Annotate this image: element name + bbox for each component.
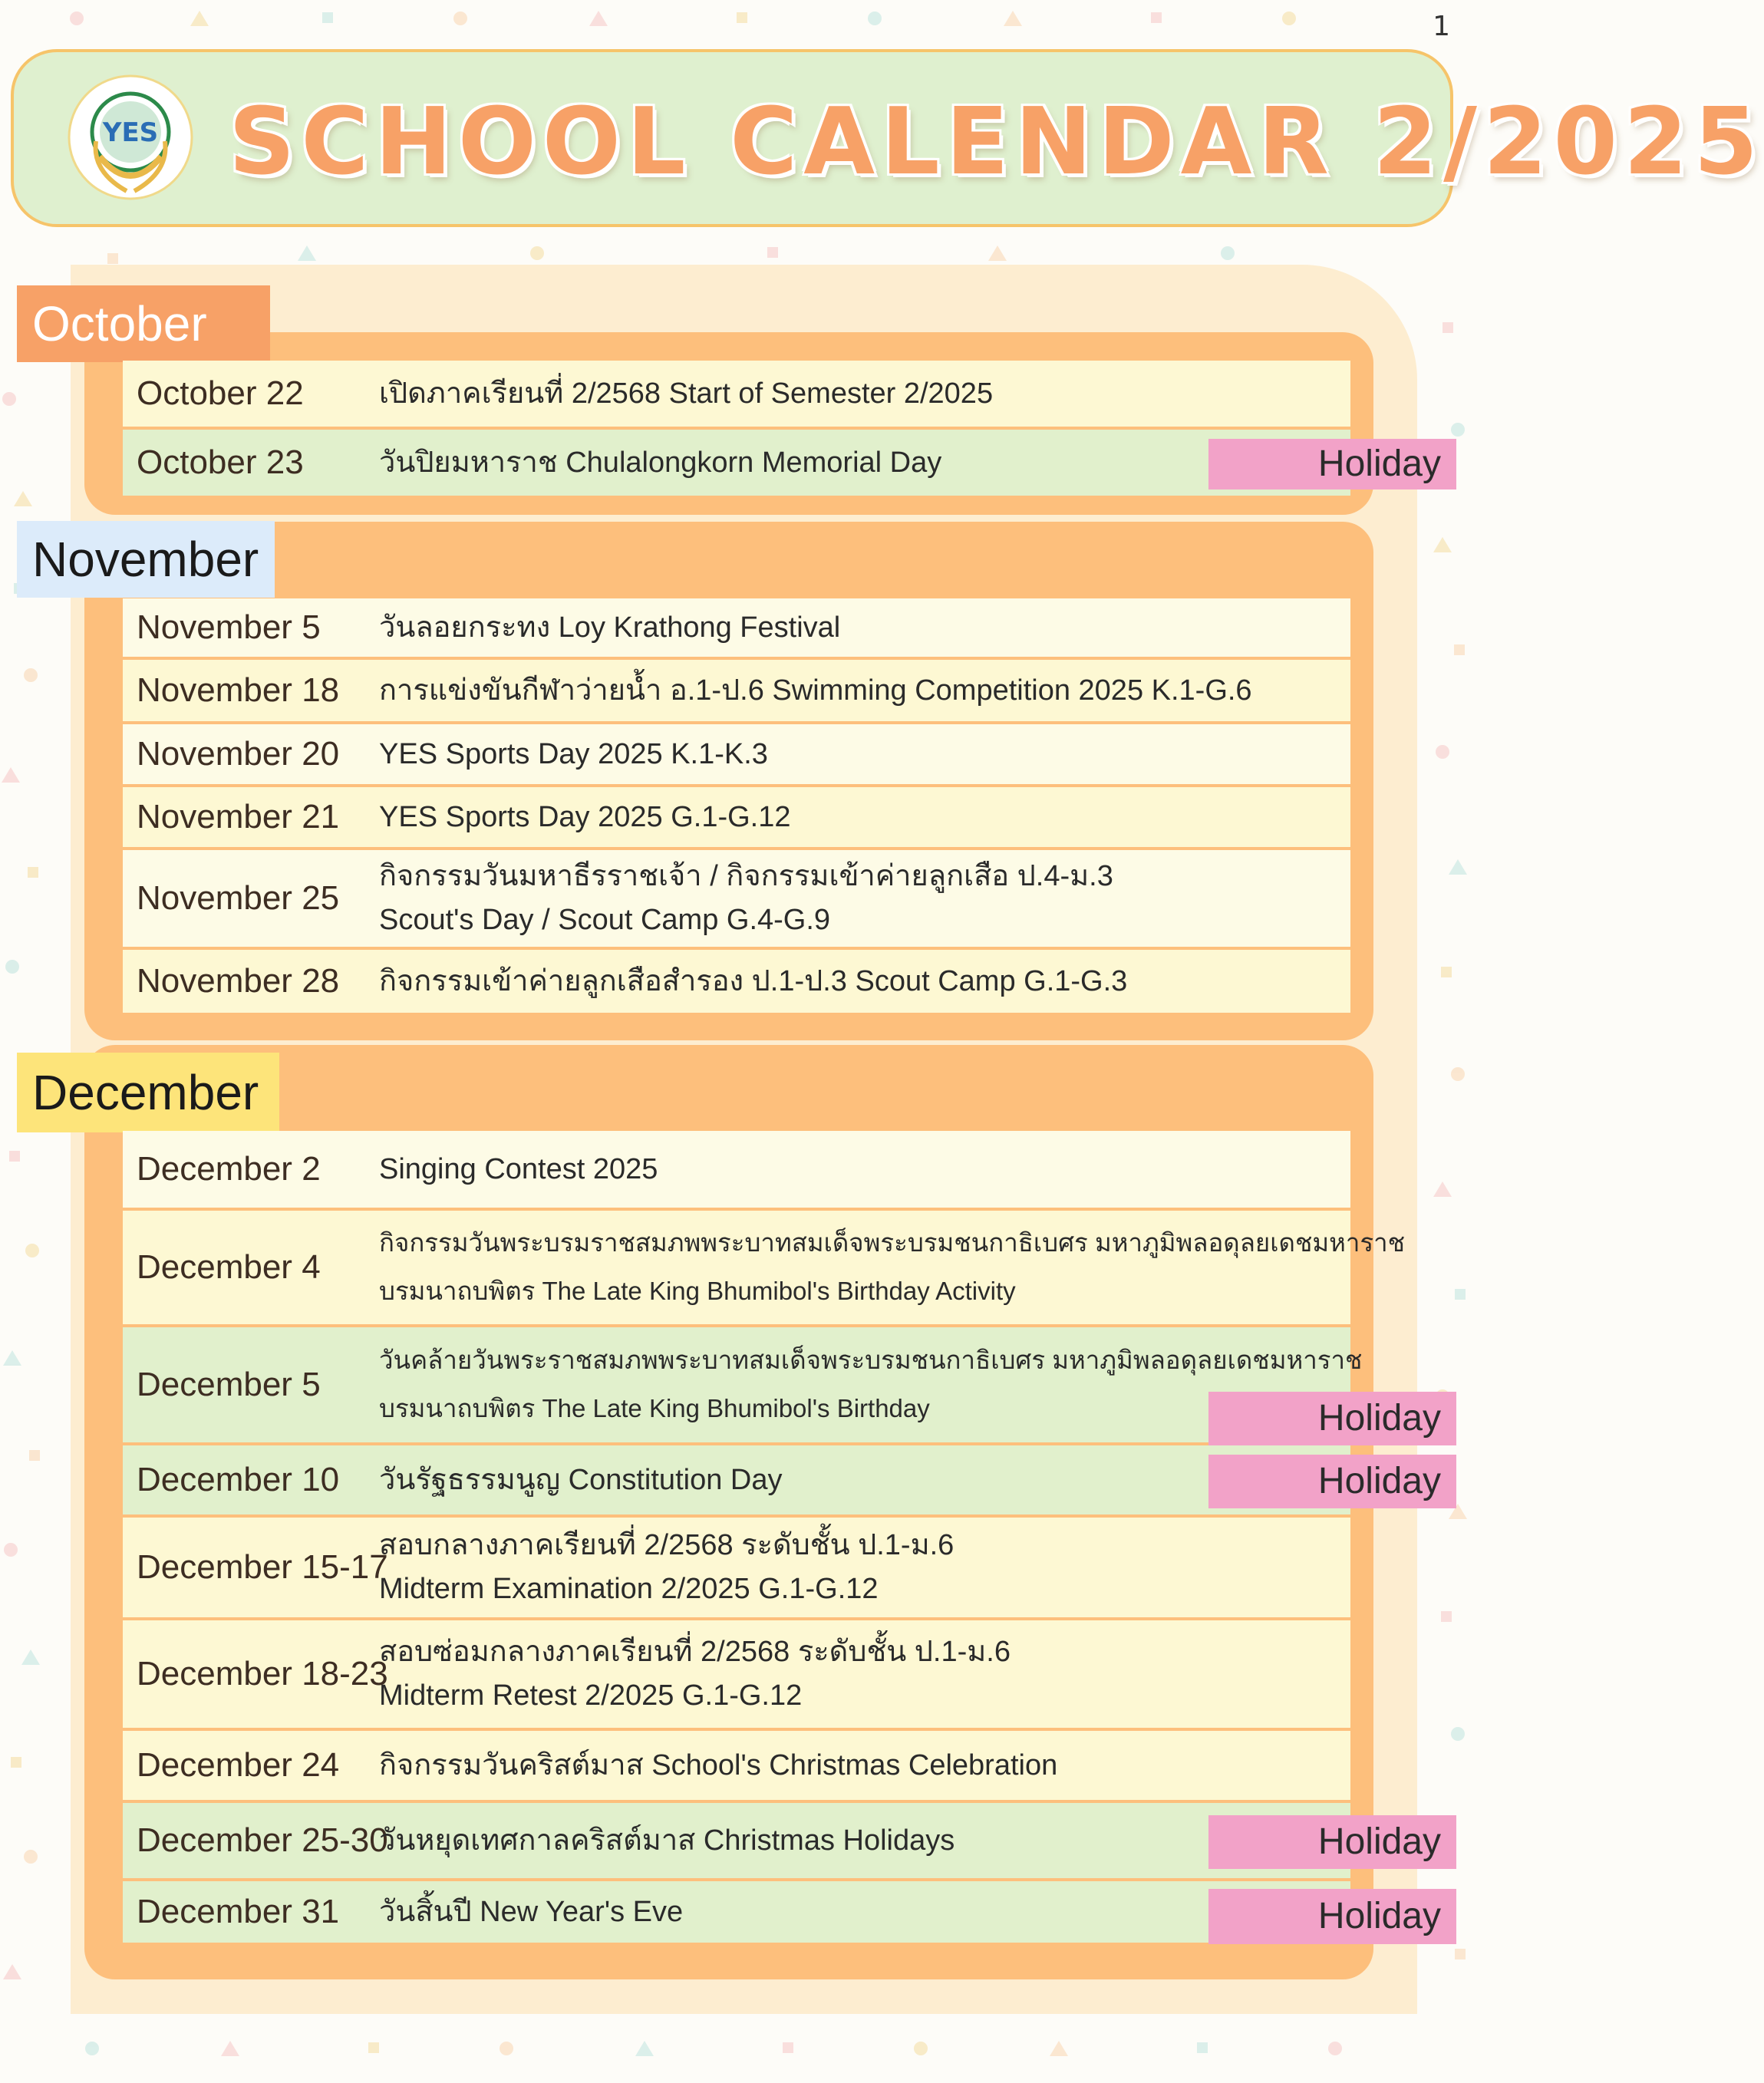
holiday-badge: Holiday	[1208, 1455, 1456, 1508]
event-description: Singing Contest 2025	[379, 1152, 658, 1185]
event-date: November 28	[137, 962, 340, 1000]
event-date: November 25	[137, 879, 340, 917]
event-description: สอบกลางภาคเรียนที่ 2/2568 ระดับชั้น ป.1-ม.6 Midterm Examination 2/2025 G.1-G.12	[379, 1529, 955, 1605]
page-title: SCHOOL CALENDAR 2/2025	[229, 89, 1764, 196]
event-row	[123, 1731, 1350, 1800]
event-date: November 18	[137, 671, 340, 709]
logo-center-text: YES	[102, 117, 159, 148]
event-description: เปิดภาคเรียนที่ 2/2568 Start of Semester 2/2025	[379, 377, 994, 410]
header-banner	[11, 49, 1764, 227]
event-row	[123, 361, 1350, 427]
event-description: วันปิยมหาราช Chulalongkorn Memorial Day	[379, 446, 942, 479]
holiday-badge: Holiday	[1208, 1815, 1456, 1869]
event-row	[123, 1131, 1350, 1208]
event-description: กิจกรรมเข้าค่ายลูกเสือสำรอง ป.1-ป.3 Scout Camp G.1-G.3	[379, 964, 1128, 997]
event-description: สอบซ่อมกลางภาคเรียนที่ 2/2568 ระดับชั้น ป.1-ม.6 Midterm Retest 2/2025 G.1-G.12	[379, 1636, 1011, 1712]
event-date: December 4	[137, 1248, 321, 1286]
event-date: October 22	[137, 374, 304, 412]
event-date: December 15-17	[137, 1548, 388, 1586]
event-description: กิจกรรมวันมหาธีรราชเจ้า / กิจกรรมเข้าค่ายลูกเสือ ป.4-ม.3 Scout's Day / Scout Camp G.4-G.9	[379, 860, 1113, 936]
event-description: วันสิ้นปี New Year's Eve	[379, 1895, 684, 1928]
event-description: YES Sports Day 2025 K.1-K.3	[379, 737, 768, 770]
event-description: วันคล้ายวันพระราชสมภพพระบาทสมเด็จพระบรมชนกาธิเบศร มหาภูมิพลอดุลยเดชมหาราช บรมนาถบพิตร The Late King Bhumibol's Birthday	[379, 1346, 1363, 1422]
event-date: December 5	[137, 1366, 321, 1403]
event-row	[123, 1518, 1350, 1617]
event-date: December 10	[137, 1461, 340, 1498]
event-row	[123, 850, 1350, 947]
event-date: December 24	[137, 1746, 340, 1784]
event-date: December 25-30	[137, 1821, 388, 1859]
event-description: กิจกรรมวันพระบรมราชสมภพพระบาทสมเด็จพระบรมชนกาธิเบศร มหาภูมิพลอดุลยเดชมหาราช บรมนาถบพิตร The Late King Bhumibol's Birthday Activity	[379, 1228, 1406, 1305]
holiday-badge: Holiday	[1208, 1889, 1456, 1944]
month-tab-october: October	[17, 285, 270, 362]
holiday-badge: Holiday	[1208, 1392, 1456, 1445]
event-row	[123, 950, 1350, 1013]
event-description: YES Sports Day 2025 G.1-G.12	[379, 800, 791, 833]
event-date: November 21	[137, 798, 340, 836]
event-row	[123, 1211, 1406, 1324]
event-date: October 23	[137, 443, 304, 481]
event-row	[123, 1803, 1350, 1878]
event-row	[123, 724, 1350, 784]
month-tab-december: December	[17, 1053, 279, 1132]
event-row	[123, 430, 1350, 496]
page-number: 1	[1433, 11, 1450, 42]
event-row	[123, 787, 1350, 847]
event-description: กิจกรรมวันคริสต์มาส School's Christmas Celebration	[379, 1748, 1058, 1781]
school-logo	[54, 64, 207, 218]
event-date: November 5	[137, 608, 321, 646]
event-row	[123, 1445, 1350, 1514]
event-date: December 2	[137, 1150, 321, 1188]
event-date: December 18-23	[137, 1655, 388, 1692]
event-date: December 31	[137, 1893, 340, 1930]
event-row	[123, 1881, 1350, 1943]
month-tab-november: November	[17, 521, 275, 598]
event-description: การแข่งขันกีฬาว่ายน้ำ อ.1-ป.6 Swimming Competition 2025 K.1-G.6	[379, 674, 1252, 707]
event-row	[123, 598, 1350, 657]
event-row	[123, 1620, 1350, 1728]
event-row	[123, 660, 1350, 721]
event-row	[123, 1327, 1363, 1442]
event-date: November 20	[137, 735, 340, 773]
event-description: วันรัฐธรรมนูญ Constitution Day	[379, 1463, 783, 1496]
event-description: วันลอยกระทง Loy Krathong Festival	[379, 611, 841, 644]
holiday-badge: Holiday	[1208, 439, 1456, 489]
event-description: วันหยุดเทศกาลคริสต์มาส Christmas Holidays	[379, 1824, 955, 1857]
